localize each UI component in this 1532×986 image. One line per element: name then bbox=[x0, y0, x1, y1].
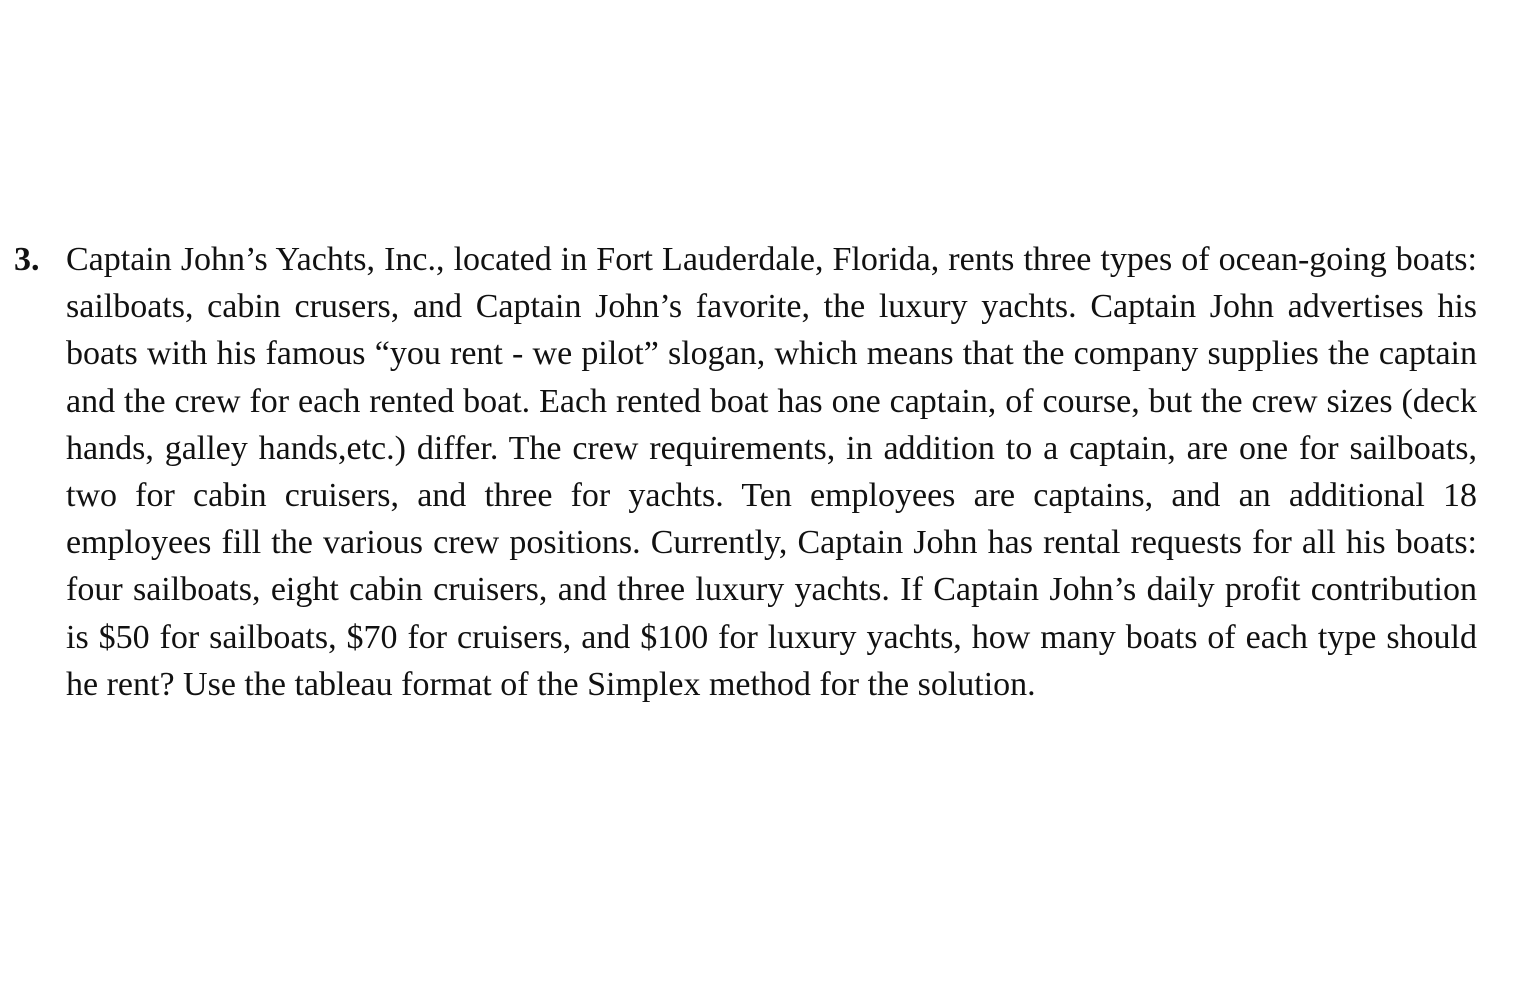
problem-block bbox=[0, 236, 1532, 816]
problem-number: 3. bbox=[14, 241, 40, 278]
problem-text: Captain John’s Yachts, Inc., located in Fort Lauderdale, Florida, rents three types of ocean-going boats: sailboats, cabin crusers, and Captain John’s favorite, the luxury yachts. Captain John advertises his boats with his famous “you rent - we pilot” slogan, which means that the company supplies the captain and the crew for each rented boat. Each rented boat has one captain, of course, but the crew sizes (deck hands, galley hands,etc.) differ. The crew requirements, in addition to a captain, are one for sailboats, two for cabin cruisers, and three for yachts. Ten employees are captains, and an additional 18 employees fill the various crew positions. Currently, Captain John has rental requests for all his boats: four sailboats, eight cabin cruisers, and three luxury yachts. If Captain John’s daily profit contribution is $50 for sailboats, $70 for cruisers, and $100 for luxury yachts, how many boats of each type should he rent? Use the tableau format of the Simplex method for the solution. bbox=[66, 241, 1477, 703]
